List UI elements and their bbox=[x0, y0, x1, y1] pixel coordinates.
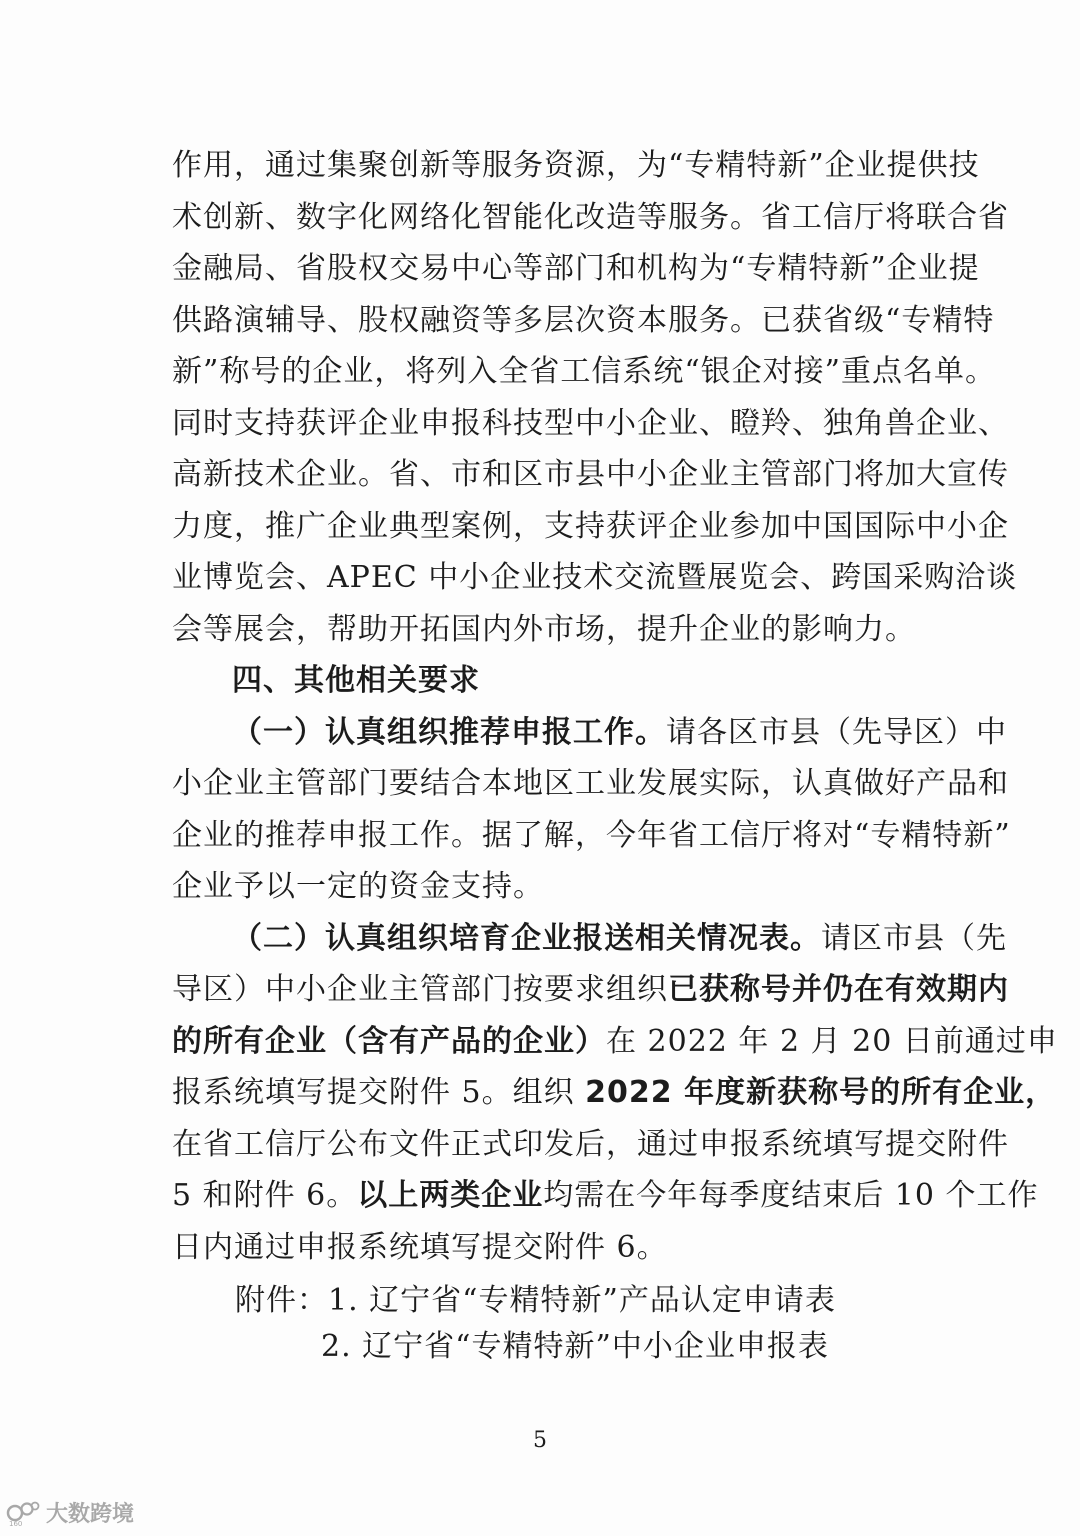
body-line-3: 金融局、省股权交易中心等部门和机构为“专精特新”企业提 bbox=[172, 251, 980, 286]
item2-line-6 bbox=[172, 1170, 1039, 1222]
item1-line-2: 小企业主管部门要结合本地区工业发展实际，认真做好产品和 bbox=[172, 766, 1009, 801]
section-heading: 四、其他相关要求 bbox=[232, 663, 480, 698]
item2-rest: 请区市县（先 bbox=[821, 920, 1007, 956]
page-number: 5 bbox=[533, 1428, 547, 1453]
item2-line4-normal: 报系统填写提交附件 5。组织 bbox=[172, 1075, 586, 1110]
item2-line-2 bbox=[172, 964, 1009, 1016]
body-line-10: 会等展会，帮助开拓国内外市场，提升企业的影响力。 bbox=[172, 611, 916, 647]
item2-line4-bold: 2022 年度新获称号的所有企业， bbox=[585, 1075, 1057, 1110]
body-line-4: 供路演辅导、股权融资等多层次资本服务。已获省级“专精特 bbox=[172, 302, 995, 338]
item1-line-1 bbox=[172, 707, 1007, 759]
attachments-list bbox=[235, 1278, 935, 1370]
body-line-5: 新”称号的企业，将列入全省工信系统“银企对接”重点名单。 bbox=[172, 354, 997, 389]
body-line-6: 同时支持获评企业申报科技型中小企业、瞪羚、独角兽企业、 bbox=[172, 405, 1009, 441]
item2-line-4 bbox=[172, 1067, 1057, 1119]
body-line-2: 术创新、数字化网络化智能化改造等服务。省工信厅将联合省 bbox=[172, 199, 1009, 235]
item1-line-4: 企业予以一定的资金支持。 bbox=[172, 869, 544, 904]
body-line-9: 业博览会、APEC 中小企业技术交流暨展览会、跨国采购洽谈 bbox=[172, 560, 1018, 595]
item1-rest: 请各区市县（先导区）中 bbox=[666, 714, 1007, 750]
item2-line6-bold: 以上两类企业 bbox=[357, 1178, 544, 1213]
item1-line-3: 企业的推荐申报工作。据了解，今年省工信厅将对“专精特新” bbox=[172, 817, 1011, 853]
item2-line3-bold: 的所有企业（含有产品的企业） bbox=[172, 1023, 606, 1059]
item2-line-7: 日内通过申报系统填写提交附件 6。 bbox=[172, 1229, 668, 1265]
watermark-text: 大数跨境 bbox=[46, 1501, 135, 1527]
attachment-2: 2. 辽宁省“专精特新”中小企业申报表 bbox=[321, 1329, 829, 1364]
watermark-logo-icon bbox=[6, 1497, 40, 1527]
item2-line-3 bbox=[172, 1016, 1058, 1068]
item1-lead: （一）认真组织推荐申报工作。 bbox=[232, 714, 666, 750]
item2-line-5: 在省工信厅公布文件正式印发后，通过申报系统填写提交附件 bbox=[172, 1126, 1009, 1162]
document-body bbox=[172, 140, 1058, 1273]
item2-line6-normal: 5 和附件 6。 bbox=[172, 1178, 358, 1213]
item2-line2-normal: 导区）中小企业主管部门按要求组织 bbox=[172, 972, 668, 1007]
item2-line2-bold: 已获称号并仍在有效期内 bbox=[668, 972, 1009, 1007]
body-line-7: 高新技术企业。省、市和区市县中小企业主管部门将加大宣传 bbox=[172, 457, 1009, 492]
item2-line-1 bbox=[172, 913, 1007, 965]
watermark bbox=[6, 1494, 134, 1530]
item2-line6-rest: 均需在今年每季度结束后 10 个工作 bbox=[543, 1178, 1039, 1213]
item2-line3-normal: 在 2022 年 2 月 20 日前通过申 bbox=[606, 1023, 1058, 1059]
item2-lead: （二）认真组织培育企业报送相关情况表。 bbox=[232, 920, 821, 956]
body-line-8: 力度，推广企业典型案例，支持获评企业参加中国国际中小企 bbox=[172, 508, 1009, 544]
attachment-1: 附件：1. 辽宁省“专精特新”产品认定申请表 bbox=[235, 1283, 836, 1318]
body-line-1: 作用，通过集聚创新等服务资源，为“专精特新”企业提供技 bbox=[172, 148, 980, 183]
watermark-logo-text: 160 bbox=[9, 1520, 23, 1527]
